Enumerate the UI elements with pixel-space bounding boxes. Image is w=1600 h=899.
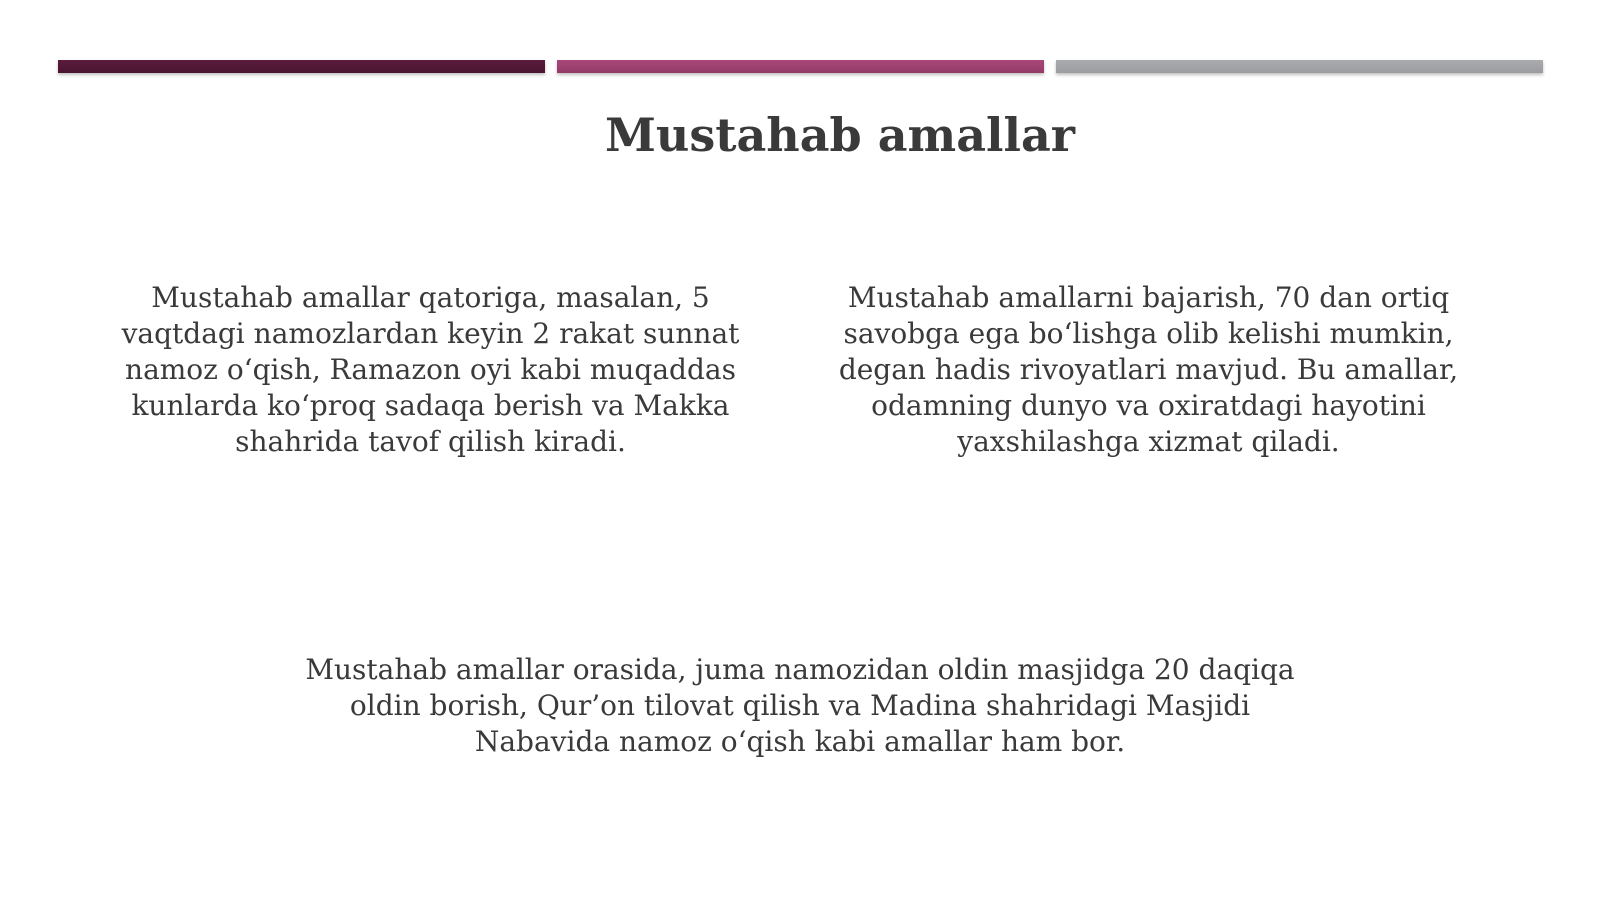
paragraph-left: Mustahab amallar qatoriga, masalan, 5 vaqtdagi namozlardan keyin 2 rakat sunnat namoz o‘qish, Ramazon oyi kabi muqaddas kunlarda ko‘proq sadaqa berish va Makka shahrida tavof qilish kiradi. bbox=[121, 281, 740, 458]
paragraph-right: Mustahab amallarni bajarish, 70 dan ortiq savobga ega bo‘lishga olib kelishi mumkin, degan hadis rivoyatlari mavjud. Bu amallar, odamning dunyo va oxiratdagi hayotini yaxshilashga xizmat qiladi. bbox=[838, 281, 1459, 458]
slide-title: Mustahab amallar bbox=[604, 108, 1076, 162]
accent-bar-gray bbox=[1056, 60, 1543, 73]
accent-bar-dark bbox=[58, 60, 545, 73]
accent-bar-magenta bbox=[557, 60, 1044, 73]
paragraph-bottom: Mustahab amallar orasida, juma namozidan oldin masjidga 20 daqiqa oldin borish, Qur’on tilovat qilish va Madina shahridagi Masjidi Nabavida namoz o‘qish kabi amallar ham bor. bbox=[305, 653, 1295, 758]
